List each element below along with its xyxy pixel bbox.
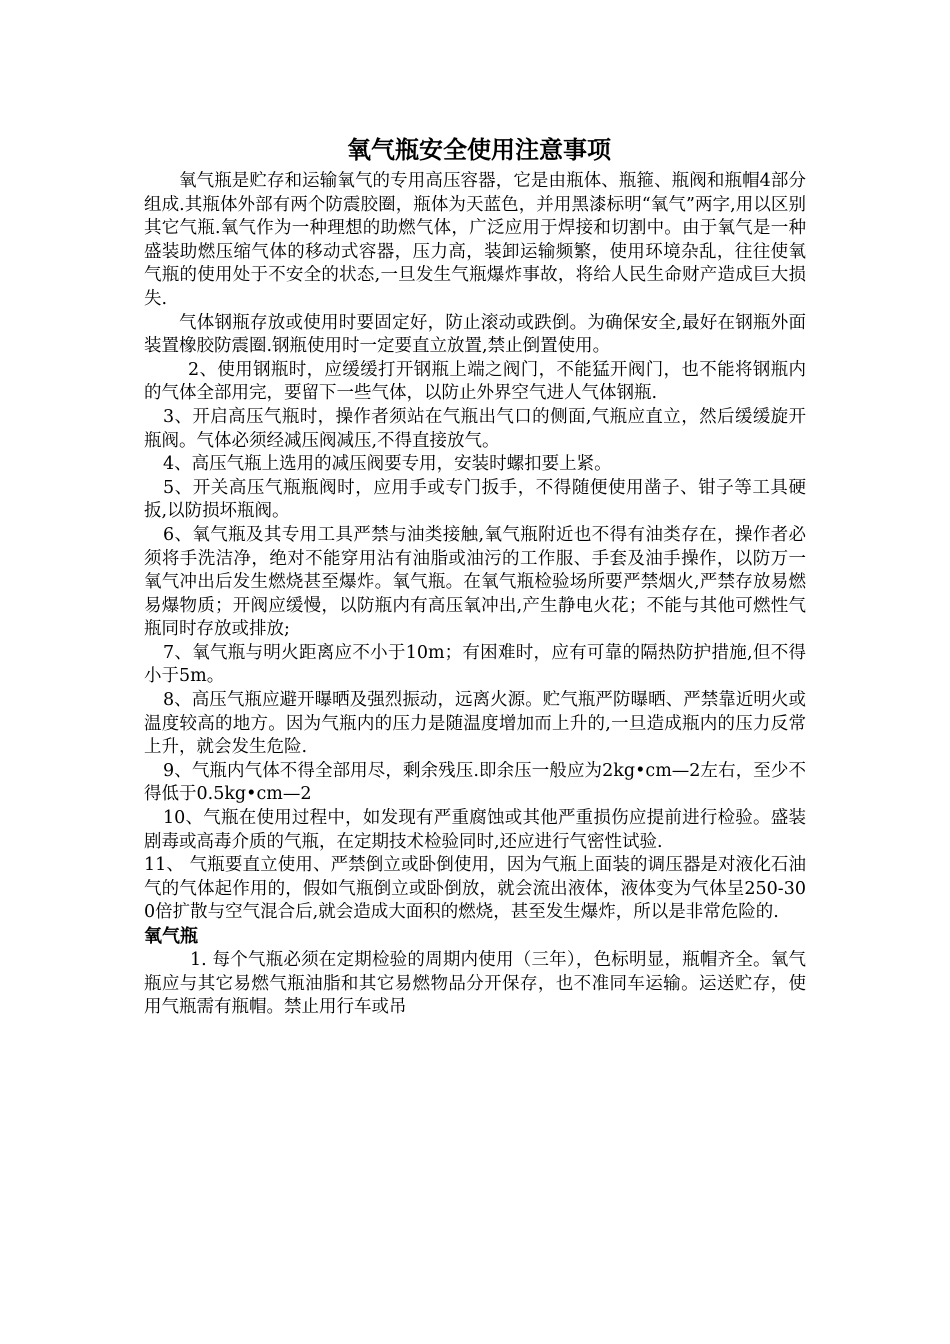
paragraph-item-9: 9、气瓶内气体不得全部用尽，剩余残压.即余压一般应为2kg•cm—2左右，至少不得低于0.5kg•cm—2 (144, 760, 806, 805)
paragraph-item-2: 2、使用钢瓶时，应缓缓打开钢瓶上端之阀门，不能猛开阀门，也不能将钢瓶内的气体全部用完，要留下一些气体，以防止外界空气进人气体钢瓶. (144, 359, 806, 404)
paragraph-item-8: 8、高压气瓶应避开曝晒及强烈振动，远离火源。贮气瓶严防曝晒、严禁靠近明火或温度较高的地方。因为气瓶内的压力是随温度增加而上升的,一旦造成瓶内的压力反常上升，就会发生危险. (144, 690, 806, 758)
paragraph-item-11: 11、 气瓶要直立使用、严禁倒立或卧倒使用，因为气瓶上面装的调压器是对液化石油气的气体起作用的，假如气瓶倒立或卧倒放，就会流出液体，液体变为气体呈250-300倍扩散与空气混合后,就会造成大面积的燃烧，甚至发生爆炸，所以是非常危险的. (144, 855, 806, 923)
paragraph-item-4: 4、高压气瓶上选用的减压阀要专用，安装时螺扣要上紧。 (163, 454, 612, 475)
paragraph-item-7: 7、氧气瓶与明火距离应不小于10m；有困难时，应有可靠的隔热防护措施,但不得小于5m。 (144, 642, 806, 687)
paragraph-item-5: 5、开关高压气瓶瓶阀时，应用手或专门扳手，不得随便使用凿子、钳子等工具硬扳,以防损坏瓶阀。 (144, 477, 806, 522)
section-paragraph-1: 1. 每个气瓶必须在定期检验的周期内使用（三年），色标明显，瓶帽齐全。氧气瓶应与其它易燃气瓶油脂和其它易燃物品分开保存，也不准同车运输。运送贮存，使用气瓶需有瓶帽。禁止用行车或吊 (144, 950, 806, 1018)
paragraph-item-10: 10、气瓶在使用过程中，如发现有严重腐蚀或其他严重损伤应提前进行检验。盛装剧毒或高毒介质的气瓶，在定期技术检验同时,还应进行气密性试验. (144, 808, 806, 852)
paragraph-intro: 氧气瓶是贮存和运输氧气的专用高压容器，它是由瓶体、瓶箍、瓶阀和瓶帽4部分组成.其瓶体外部有两个防震胶圈，瓶体为天蓝色，并用黑漆标明“氧气”两字,用以区别其它气瓶.氧气作为一种理想的助燃气体，广泛应用于焊接和切割中。由于氧气是一种盛装助燃压缩气体的移动式容器，压力高，装卸运输频繁，使用环境杂乱，往往使氧气瓶的使用处于不安全的状态,一旦发生气瓶爆炸事故，将给人民生命财产造成巨大损失. (144, 171, 806, 309)
document-page (144, 130, 806, 1020)
document-title: 氧气瓶安全使用注意事项 (347, 136, 611, 164)
section-heading: 氧气瓶 (144, 926, 198, 947)
paragraph-storage: 气体钢瓶存放或使用时要固定好，防止滚动或跌倒。为确保安全,最好在钢瓶外面装置橡胶防震圈.钢瓶使用时一定要直立放置,禁止倒置使用。 (144, 312, 806, 357)
paragraph-item-6: 6、氧气瓶及其专用工具严禁与油类接触,氧气瓶附近也不得有油类存在，操作者必须将手洗洁净，绝对不能穿用沾有油脂或油污的工作服、手套及油手操作，以防万一氧气冲出后发生燃烧甚至爆炸。氧气瓶。在氧气瓶检验场所要严禁烟火,严禁存放易燃易爆物质；开阀应缓慢，以防瓶内有高压氧冲出,产生静电火花；不能与其他可燃性气瓶同时存放或排放; (144, 524, 806, 640)
paragraph-item-3: 3、开启高压气瓶时，操作者须站在气瓶出气口的侧面,气瓶应直立，然后缓缓旋开瓶阀。气体必须经减压阀减压,不得直接放气。 (144, 406, 806, 451)
